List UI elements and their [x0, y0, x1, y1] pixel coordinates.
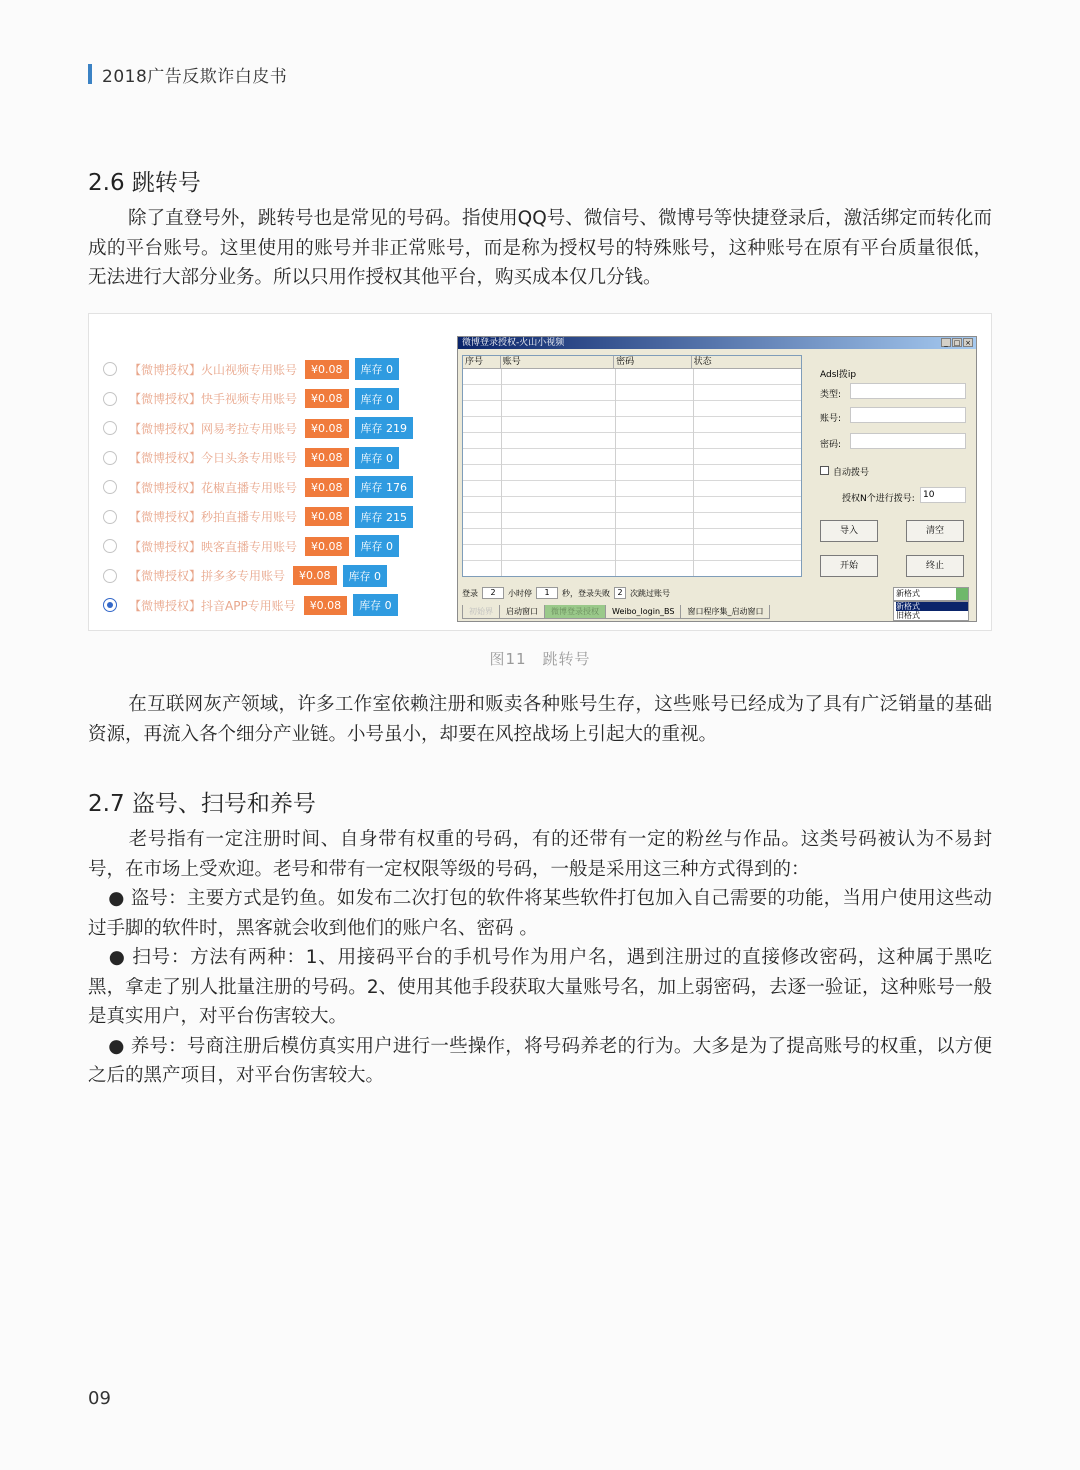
stock-badge: 库存 0 [353, 594, 398, 616]
price-badge: ¥0.08 [293, 566, 337, 585]
col-password[interactable]: 密码 [614, 356, 692, 368]
account-label: 【微博授权】火山视频专用账号 [129, 362, 298, 377]
stock-badge: 库存 0 [355, 535, 400, 557]
radio-icon[interactable] [103, 362, 117, 376]
stop-button[interactable]: 终止 [906, 555, 964, 577]
paragraph-after-figure-text: 在互联网灰产领域，许多工作室依赖注册和贩卖各种账号生存，这些账号已经成为了具有广泛销量的基础资源，再流入各个细分产业链。小号虽小，却要在风控战场上引起大的重视。 [88, 694, 992, 745]
col-index[interactable]: 序号 [463, 356, 501, 368]
hours-field[interactable]: 2 [482, 587, 504, 599]
account-row[interactable] [103, 358, 399, 380]
bullet-theft-text: ● 盗号：主要方式是钓鱼。如发布二次打包的软件将某些软件打包加入自己需要的功能，当用户使用这些动过手脚的软件时，黑客就会收到他们的账户名、密码 。 [88, 888, 992, 939]
window-tabs [462, 605, 769, 619]
radio-icon[interactable] [103, 421, 117, 435]
format-option-new[interactable]: 新格式 [896, 602, 968, 611]
format-select[interactable] [893, 587, 969, 601]
account-label: 【微博授权】花椒直播专用账号 [129, 480, 298, 495]
stock-badge: 库存 0 [355, 358, 400, 380]
price-badge: ¥0.08 [305, 507, 349, 526]
header-accent-bar [88, 64, 92, 84]
account-field[interactable] [850, 407, 966, 423]
clear-button[interactable]: 清空 [906, 520, 964, 542]
account-row[interactable] [103, 565, 387, 587]
account-label: 【微博授权】快手视频专用账号 [129, 392, 298, 406]
bullet-nurture [88, 1032, 992, 1091]
account-label: 【微博授权】秒拍直播专用账号 [129, 510, 298, 524]
radio-icon[interactable] [103, 510, 117, 524]
grid-rows [463, 369, 801, 576]
adsl-label: Adsl拨ip [820, 370, 857, 380]
format-select-value: 新格式 [896, 589, 920, 598]
price-badge: ¥0.08 [305, 478, 349, 497]
account-label: 【微博授权】拼多多专用账号 [129, 569, 286, 583]
start-button[interactable]: 开始 [820, 555, 878, 577]
auto-dial-label: 自动拨号 [833, 468, 870, 478]
tab-init[interactable]: 初始界 [462, 605, 500, 619]
section-2-6-text: 除了直登号外，跳转号也是常见的号码。指使用QQ号、微信号、微博号等快捷登录后，激活绑定而转化而成的平台账号。这里使用的账号并非正常账号，而是称为授权号的特殊账号，这种账号在原有平台质量很低，无法进行大部分业务。所以只用作授权其他平台，购买成本仅几分钱。 [88, 208, 992, 288]
account-row[interactable] [103, 388, 399, 410]
login-label: 登录 [462, 588, 478, 598]
radio-icon[interactable] [103, 451, 117, 465]
minimize-button[interactable]: _ [941, 338, 951, 347]
window-title-bar [458, 337, 976, 349]
account-row[interactable] [103, 506, 413, 528]
password-field[interactable] [850, 433, 966, 449]
section-2-7-intro [88, 825, 992, 884]
price-badge: ¥0.08 [305, 360, 349, 379]
format-dropdown [893, 601, 969, 621]
account-label: 账号: [820, 414, 842, 424]
figure-caption: 图11 跳转号 [489, 650, 591, 668]
window-title: 微博登录授权-火山小视频 [462, 338, 565, 348]
radio-icon[interactable] [103, 598, 117, 612]
account-label: 【微博授权】今日头条专用账号 [129, 451, 298, 465]
section-2-7-body [88, 825, 992, 1091]
dropdown-arrow-icon[interactable] [956, 588, 968, 600]
bullet-nurture-text: ● 养号：号商注册后模仿真实用户进行一些操作，将号码养老的行为。大多是为了提高账号的权重，以方便之后的黑产项目，对平台伤害较大。 [88, 1035, 992, 1086]
page-number: 09 [88, 1388, 111, 1409]
hours-unit: 小时停 [508, 588, 532, 598]
price-badge: ¥0.08 [304, 596, 348, 615]
import-button[interactable]: 导入 [820, 520, 878, 542]
section-2-6-heading: 2.6 跳转号 [88, 170, 201, 196]
price-badge: ¥0.08 [305, 537, 349, 556]
seconds-unit: 秒，登录失败 [562, 588, 610, 598]
auth-dial-field[interactable]: 10 [920, 487, 966, 503]
account-label: 【微博授权】网易考拉专用账号 [129, 421, 298, 436]
auth-dial-label: 授权N个进行拨号: [842, 494, 915, 504]
seconds-field[interactable]: 1 [536, 587, 558, 599]
bullet-theft [88, 884, 992, 943]
auto-dial-checkbox[interactable] [820, 466, 829, 475]
account-label: 【微博授权】映客直播专用账号 [129, 539, 298, 554]
close-button[interactable]: × [963, 338, 973, 347]
account-label: 【微博授权】抖音APP专用账号 [129, 598, 296, 613]
login-tool-window [457, 336, 977, 622]
radio-icon[interactable] [103, 539, 117, 553]
radio-icon[interactable] [103, 569, 117, 583]
radio-icon[interactable] [103, 480, 117, 494]
bullet-scan [88, 943, 992, 1032]
stock-badge: 库存 0 [343, 565, 388, 587]
stock-badge: 库存 176 [355, 476, 414, 498]
account-row[interactable] [103, 535, 399, 557]
format-option-old[interactable]: 旧格式 [896, 611, 920, 620]
section-2-6-paragraph [88, 204, 992, 293]
col-status[interactable]: 状态 [693, 357, 712, 367]
section-2-7-intro-text: 老号指有一定注册时间、自身带有权重的号码，有的还带有一定的粉丝与作品。这类号码被认为不易封号，在市场上受欢迎。老号和带有一定权限等级的号码，一般是采用这三种方式得到的： [88, 829, 992, 880]
account-row[interactable] [103, 417, 413, 439]
account-row[interactable] [103, 447, 399, 469]
price-badge: ¥0.08 [305, 448, 349, 467]
col-account[interactable]: 账号 [501, 356, 614, 368]
type-label: 类型: [820, 390, 842, 400]
radio-icon[interactable] [103, 392, 117, 406]
grid-header [463, 356, 801, 369]
tab-start-window[interactable]: 启动窗口 [499, 605, 545, 619]
skip-label: 次跳过账号 [630, 588, 670, 598]
price-badge: ¥0.08 [305, 389, 349, 408]
running-header [88, 62, 287, 86]
bullet-scan-text: ● 扫号：方法有两种：1、用接码平台的手机号作为用户名，遇到注册过的直接修改密码，这种属于黑吃黑，拿走了别人批量注册的号码。2、使用其他手段获取大量账号名，加上弱密码，去逐一验证，这种账号一般是真实用户，对平台伤害较大。 [88, 947, 992, 1027]
account-row[interactable] [103, 476, 413, 498]
tab-weibo-auth[interactable]: 微博登录授权 [544, 605, 606, 619]
fail-field[interactable]: 2 [614, 587, 626, 599]
price-badge: ¥0.08 [305, 419, 349, 438]
account-row[interactable] [103, 594, 398, 616]
stock-badge: 库存 219 [355, 417, 414, 439]
password-label: 密码: [820, 440, 842, 450]
tab-window-program-set[interactable]: 窗口程序集_启动窗口 [680, 605, 770, 619]
account-grid[interactable] [462, 355, 802, 577]
section-2-7-heading: 2.7 盗号、扫号和养号 [88, 791, 316, 817]
tab-weibo-login-bs[interactable]: Weibo_login_BS [605, 605, 681, 619]
stock-badge: 库存 0 [355, 447, 400, 469]
status-bar [462, 587, 670, 599]
paragraph-after-figure [88, 690, 992, 749]
figure-jump-accounts [88, 313, 992, 631]
header-title: 2018广告反欺诈白皮书 [102, 66, 288, 87]
stock-badge: 库存 0 [355, 388, 400, 410]
type-field[interactable] [850, 383, 966, 399]
stock-badge: 库存 215 [355, 506, 414, 528]
maximize-button[interactable]: □ [953, 339, 961, 347]
